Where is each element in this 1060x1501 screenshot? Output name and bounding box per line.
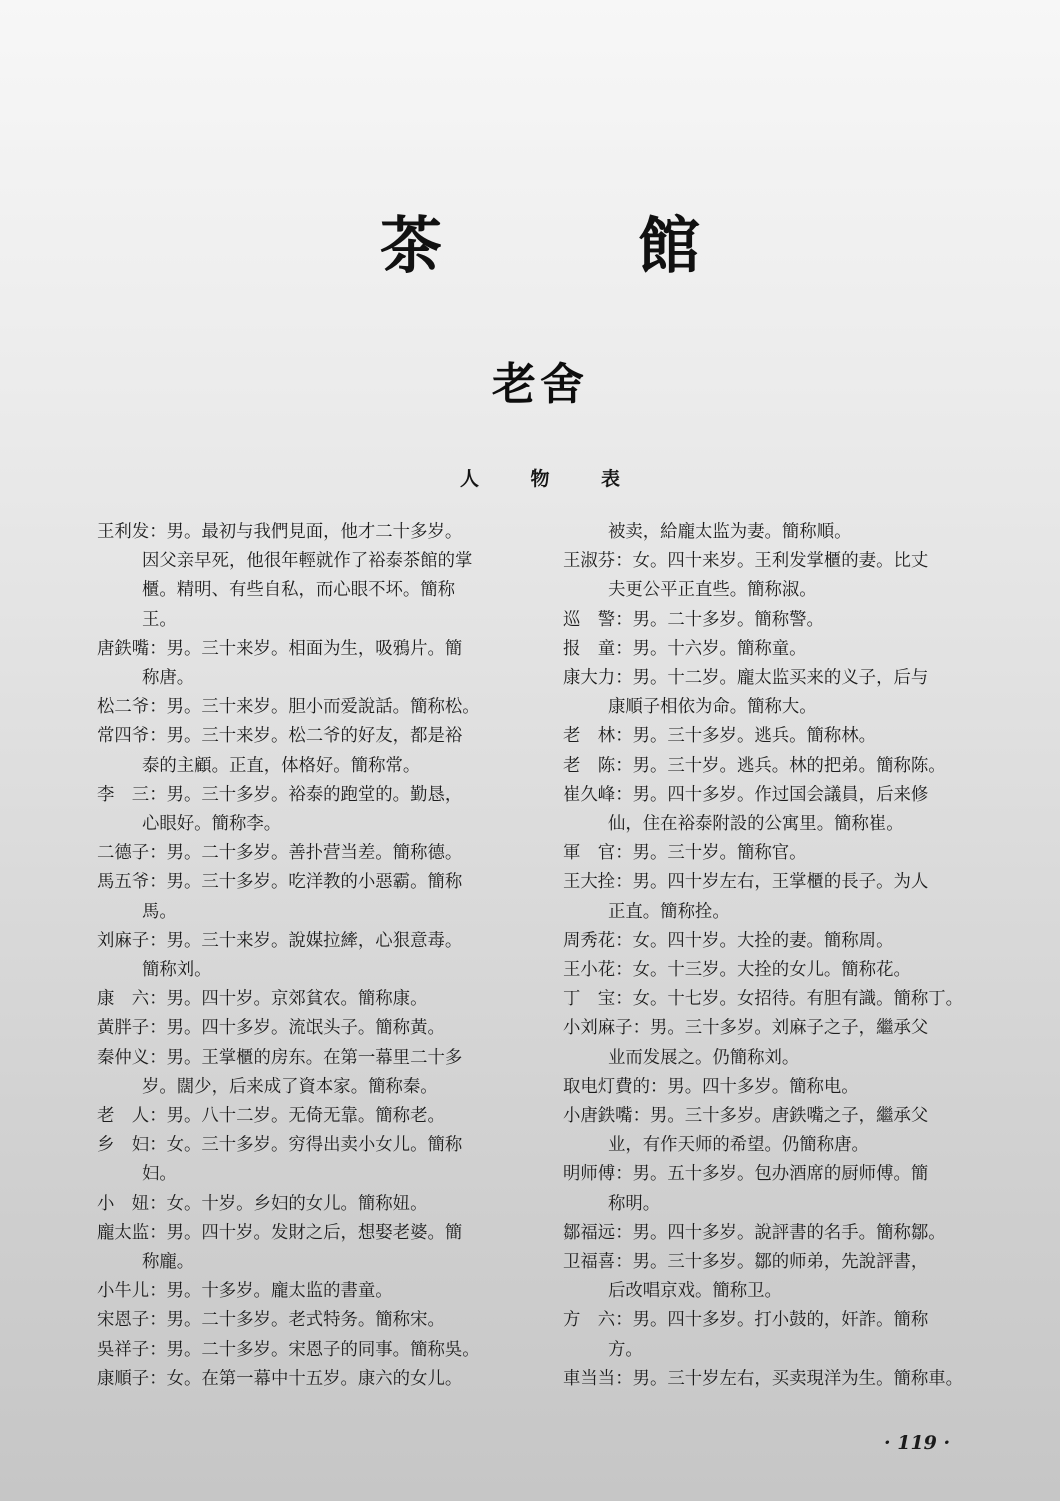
character-description: 岁。闊少，后来成了資本家。簡称秦。 (142, 1076, 438, 1097)
heading-char-1: 人 (460, 468, 480, 490)
entry-first-line (97, 868, 537, 897)
entry-first-line (97, 1044, 537, 1073)
entry-first-line (563, 1102, 993, 1131)
character-description: 男。二十多岁。老式特务。簡称宋。 (166, 1310, 445, 1331)
character-description: 男。三十来岁。說媒拉縴，心狠意毒。 (166, 930, 463, 951)
character-description: 女。十三岁。大拴的女儿。簡称花。 (632, 960, 911, 981)
character-name: 宋恩子 (97, 1310, 150, 1331)
name-separator: ： (149, 872, 167, 893)
character-description: 业而发展之。仍簡称刘。 (608, 1047, 800, 1068)
name-separator: ： (149, 1018, 167, 1039)
heading-char-2: 物 (530, 468, 550, 490)
character-entry (97, 1336, 537, 1365)
name-separator: ： (149, 1106, 167, 1127)
character-description: 女。在第一幕中十五岁。康六的女儿。 (166, 1368, 463, 1389)
character-name: 小 妞 (97, 1193, 150, 1214)
character-name: 松二爷 (97, 697, 150, 718)
character-name: 乡 妇 (97, 1135, 150, 1156)
cast-list-right-column (563, 518, 993, 1394)
name-separator: ： (149, 989, 167, 1010)
character-name: 丁 宝 (563, 989, 616, 1010)
entry-first-line (563, 664, 993, 693)
character-description: 因父亲早死，他很年輕就作了裕泰茶館的掌 (142, 551, 473, 572)
entry-first-line (97, 693, 537, 722)
name-separator: ： (615, 989, 633, 1010)
character-description: 女。四十岁。大拴的妻。簡称周。 (632, 930, 894, 951)
entry-continuation-line (563, 576, 993, 605)
character-name: 龐太监 (97, 1222, 150, 1243)
character-name: 唐鉄嘴 (97, 638, 150, 659)
character-name: 鄒福远 (563, 1222, 616, 1243)
character-description: 心眼好。簡称李。 (142, 814, 282, 835)
play-title (380, 200, 700, 280)
character-name: 秦仲义 (97, 1047, 150, 1068)
character-entry (97, 693, 537, 722)
character-description: 正直。簡称拴。 (608, 901, 730, 922)
name-separator: ： (615, 784, 633, 805)
character-entry (563, 956, 993, 985)
character-entry (563, 547, 993, 605)
character-name: 王小花 (563, 960, 616, 981)
character-name: 刘麻子 (97, 930, 150, 951)
character-description: 仙，住在裕泰附設的公寓里。簡称崔。 (608, 814, 904, 835)
character-name: 老 林 (563, 726, 616, 747)
entry-continuation-line (563, 1190, 993, 1219)
character-name: 王利发 (97, 522, 150, 542)
name-separator: ： (632, 1106, 650, 1127)
character-name: 小牛儿 (97, 1281, 150, 1302)
character-description: 馬。 (142, 901, 177, 922)
character-description: 男。三十多岁。鄒的师弟，先說評書， (632, 1252, 929, 1273)
character-entry (563, 1365, 993, 1394)
character-name: 老 人 (97, 1106, 150, 1127)
character-entry (97, 635, 537, 693)
character-description: 称明。 (608, 1193, 661, 1214)
name-separator: ： (632, 1018, 650, 1039)
entry-first-line (563, 1248, 993, 1277)
name-separator: ： (615, 1164, 633, 1185)
cast-list-left-column (97, 518, 537, 1394)
name-separator: ： (615, 930, 633, 951)
name-separator: ： (615, 1310, 633, 1331)
character-entry (563, 1219, 993, 1248)
entry-continuation-line (563, 898, 993, 927)
character-name: 李 三 (97, 784, 150, 805)
character-name: 康大力 (563, 668, 616, 689)
character-description: 男。三十来岁。相面为生，吸鴉片。簡 (166, 638, 463, 659)
entry-first-line (97, 985, 537, 1014)
entry-first-line (563, 752, 993, 781)
name-separator: ： (649, 1076, 668, 1097)
character-entry (563, 664, 993, 722)
entry-continuation-line (97, 606, 537, 635)
character-entry (97, 781, 537, 839)
character-entry (563, 1248, 993, 1306)
character-description: 男。四十多岁。流氓头子。簡称黃。 (166, 1018, 445, 1039)
character-description: 男。三十岁左右，买卖現洋为生。簡称車。 (632, 1368, 964, 1389)
entry-first-line (97, 635, 537, 664)
character-entry (97, 722, 537, 780)
character-description: 簡称刘。 (142, 960, 212, 981)
entry-first-line (97, 518, 537, 547)
entry-first-line (563, 547, 993, 576)
character-description: 王。 (142, 609, 177, 630)
entry-continuation-line (97, 664, 537, 693)
character-description: 女。三十多岁。穷得出卖小女儿。簡称 (166, 1135, 463, 1156)
character-name: 巡 警 (563, 609, 616, 630)
character-entry (563, 1160, 993, 1218)
entry-first-line (563, 839, 993, 868)
character-name: 崔久峰 (563, 784, 616, 805)
entry-continuation-line (97, 752, 537, 781)
character-name: 黃胖子 (97, 1018, 150, 1039)
character-entry (97, 839, 537, 868)
name-separator: ： (149, 930, 167, 951)
name-separator: ： (615, 843, 633, 864)
section-heading-cast-list (460, 464, 620, 491)
entry-first-line (563, 518, 993, 547)
entry-continuation-line (563, 1131, 993, 1160)
character-description: 男。王掌櫃的房东。在第一幕里二十多 (166, 1047, 463, 1068)
name-separator: ： (615, 726, 633, 747)
name-separator: ： (615, 1252, 633, 1273)
character-entry (97, 1306, 537, 1335)
character-description: 男。四十岁左右，王掌櫃的長子。为人 (632, 872, 929, 893)
character-entry (97, 868, 537, 926)
name-separator: ： (149, 726, 167, 747)
character-description: 称唐。 (142, 668, 195, 689)
name-separator: ： (149, 843, 167, 864)
entry-first-line (97, 1336, 537, 1365)
character-name: 报 童 (563, 638, 616, 659)
character-name: 吳祥子 (97, 1339, 150, 1360)
character-entry (97, 927, 537, 985)
character-name: 小唐鉄嘴 (563, 1106, 633, 1127)
name-separator: ： (149, 1193, 167, 1214)
character-entry (97, 1190, 537, 1219)
name-separator: ： (149, 1047, 167, 1068)
name-separator: ： (615, 960, 633, 981)
character-entry (97, 1131, 537, 1189)
character-name: 方 六 (563, 1310, 616, 1331)
character-description: 男。四十岁。发財之后，想娶老婆。簡 (166, 1222, 463, 1243)
name-separator: ： (149, 638, 167, 659)
entry-continuation-line (97, 956, 537, 985)
entry-first-line (97, 927, 537, 956)
entry-first-line (563, 927, 993, 956)
character-name: 康 六 (97, 989, 150, 1010)
character-description: 男。三十多岁。裕泰的跑堂的。勤恳， (166, 784, 463, 805)
entry-first-line (97, 1277, 537, 1306)
entry-first-line (563, 1160, 993, 1189)
entry-first-line (563, 635, 993, 664)
character-description: 方。 (608, 1339, 643, 1360)
character-description: 男。四十多岁。說評書的名手。簡称鄒。 (632, 1222, 946, 1243)
character-description: 称龐。 (142, 1252, 195, 1273)
character-name: 軍 官 (563, 843, 616, 864)
character-name: 王大拴 (563, 872, 616, 893)
entry-continuation-line (563, 1336, 993, 1365)
character-description: 男。三十岁。簡称官。 (632, 843, 807, 864)
name-separator: ： (149, 1339, 167, 1360)
character-description: 男。四十多岁。作过国会議員，后来修 (632, 784, 929, 805)
name-separator: ： (149, 1368, 167, 1389)
character-description: 夫更公平正直些。簡称淑。 (608, 580, 817, 601)
entry-first-line (563, 1306, 993, 1335)
character-description: 男。三十多岁。逃兵。簡称林。 (632, 726, 877, 747)
entry-continuation-line (563, 1277, 993, 1306)
character-entry (97, 1219, 537, 1277)
character-description: 男。二十多岁。簡称警。 (632, 609, 824, 630)
character-name: 二德子 (97, 843, 150, 864)
character-description: 女。十岁。乡妇的女儿。簡称妞。 (166, 1193, 428, 1214)
name-separator: ： (149, 1135, 167, 1156)
entry-first-line (563, 1073, 993, 1102)
entry-first-line (563, 781, 993, 810)
character-entry (97, 1102, 537, 1131)
character-name: 康順子 (97, 1368, 150, 1389)
character-description: 女。十七岁。女招待。有胆有識。簡称丁。 (632, 989, 964, 1010)
character-name: 周秀花 (563, 930, 616, 951)
character-description: 櫃。精明、有些自私，而心眼不坏。簡称 (142, 580, 456, 601)
name-separator: ： (615, 668, 633, 689)
entry-first-line (97, 839, 537, 868)
character-entry (563, 781, 993, 839)
character-description: 男。三十来岁。松二爷的好友，都是裕 (166, 726, 463, 747)
character-name: 小刘麻子 (563, 1018, 633, 1039)
character-entry (563, 635, 993, 664)
character-name: 明师傅 (563, 1164, 616, 1185)
character-description: 男。三十多岁。刘麻子之子，繼承父 (649, 1018, 929, 1039)
character-description: 男。二十多岁。宋恩子的同事。簡称吳。 (166, 1339, 480, 1360)
page-number: · 119 · (884, 1432, 951, 1454)
name-separator: ： (149, 522, 167, 542)
character-entry (563, 1073, 993, 1102)
character-description: 男。三十多岁。吃洋教的小惡霸。簡称 (166, 872, 463, 893)
entry-first-line (97, 1219, 537, 1248)
character-entry (563, 839, 993, 868)
character-description: 康順子相依为命。簡称大。 (608, 697, 817, 718)
character-entry (97, 1277, 537, 1306)
character-description: 后改唱京戏。簡称卫。 (608, 1281, 782, 1302)
entry-first-line (97, 1014, 537, 1043)
name-separator: ： (149, 1222, 167, 1243)
character-name: 王淑芬 (563, 551, 616, 572)
entry-first-line (563, 722, 993, 751)
character-entry (563, 606, 993, 635)
entry-first-line (563, 985, 993, 1014)
entry-continuation-line (97, 810, 537, 839)
character-entry (563, 1014, 993, 1072)
entry-first-line (97, 1306, 537, 1335)
character-name: 老 陈 (563, 755, 616, 776)
character-description: 男。十六岁。簡称童。 (632, 638, 807, 659)
character-description: 男。三十岁。逃兵。林的把弟。簡称陈。 (632, 755, 946, 776)
entry-first-line (563, 1365, 993, 1394)
entry-first-line (97, 722, 537, 751)
name-separator: ： (615, 1222, 633, 1243)
character-description: 男。十多岁。龐太监的書童。 (166, 1281, 393, 1302)
entry-continuation-line (563, 693, 993, 722)
entry-continuation-line (97, 576, 537, 605)
entry-first-line (97, 1102, 537, 1131)
character-description: 女。四十来岁。王利发掌櫃的妻。比丈 (632, 551, 929, 572)
character-entry (563, 1102, 993, 1160)
entry-first-line (563, 956, 993, 985)
character-name: 馬五爷 (97, 872, 150, 893)
character-entry (97, 985, 537, 1014)
entry-continuation-line (97, 547, 537, 576)
character-entry (563, 722, 993, 751)
character-description: 男。四十多岁。打小鼓的，奸詐。簡称 (632, 1310, 929, 1331)
name-separator: ： (615, 755, 633, 776)
character-entry (563, 985, 993, 1014)
character-entry (563, 1306, 993, 1364)
entry-first-line (563, 868, 993, 897)
name-separator: ： (615, 551, 633, 572)
character-description: 男。二十多岁。善扑营当差。簡称德。 (166, 843, 463, 864)
heading-char-3: 表 (600, 468, 620, 490)
author-name: 老舍 (492, 359, 588, 410)
title-char-2: 館 (637, 208, 700, 282)
entry-continuation-line (563, 1044, 993, 1073)
character-description: 男。三十来岁。胆小而爱說話。簡称松。 (166, 697, 480, 718)
character-entry (97, 1044, 537, 1102)
character-entry (563, 518, 993, 547)
character-description: 男。最初与我們見面，他才二十多岁。 (166, 522, 463, 542)
character-description: 被卖，給龐太监为妻。簡称順。 (608, 522, 852, 542)
character-description: 男。四十岁。京郊貧农。簡称康。 (166, 989, 428, 1010)
entry-first-line (97, 781, 537, 810)
character-name: 車当当 (563, 1368, 616, 1389)
name-separator: ： (149, 697, 167, 718)
entry-continuation-line (97, 1248, 537, 1277)
character-description: 男。八十二岁。无倚无靠。簡称老。 (166, 1106, 445, 1127)
character-name: 卫福喜 (563, 1252, 616, 1273)
character-description: 妇。 (142, 1164, 177, 1185)
name-separator: ： (615, 638, 633, 659)
character-name: 取电灯費的 (563, 1076, 650, 1097)
character-entry (563, 927, 993, 956)
name-separator: ： (149, 1310, 167, 1331)
character-description: 业，有作天师的希望。仍簡称唐。 (608, 1135, 869, 1156)
entry-continuation-line (97, 1073, 537, 1102)
character-entry (97, 1014, 537, 1043)
entry-first-line (97, 1131, 537, 1160)
entry-first-line (97, 1190, 537, 1219)
character-name: 常四爷 (97, 726, 150, 747)
name-separator: ： (149, 1281, 167, 1302)
entry-first-line (563, 1014, 993, 1043)
character-description: 泰的主顧。正直，体格好。簡称常。 (142, 755, 421, 776)
name-separator: ： (615, 1368, 633, 1389)
character-description: 男。三十多岁。唐鉄嘴之子，繼承父 (649, 1106, 929, 1127)
name-separator: ： (149, 784, 167, 805)
name-separator: ： (615, 609, 633, 630)
character-entry (97, 518, 537, 635)
character-entry (563, 752, 993, 781)
character-description: 男。五十多岁。包办酒席的厨师傅。簡 (632, 1164, 929, 1185)
character-description: 男。四十多岁。簡称电。 (667, 1076, 859, 1097)
entry-continuation-line (97, 1160, 537, 1189)
entry-continuation-line (563, 810, 993, 839)
entry-first-line (97, 1365, 537, 1394)
name-separator: ： (615, 872, 633, 893)
entry-first-line (563, 606, 993, 635)
title-char-1: 茶 (380, 208, 443, 282)
entry-continuation-line (97, 898, 537, 927)
character-entry (563, 868, 993, 926)
character-description: 男。十二岁。龐太监买来的义子，后与 (632, 668, 929, 689)
entry-first-line (563, 1219, 993, 1248)
character-entry (97, 1365, 537, 1394)
